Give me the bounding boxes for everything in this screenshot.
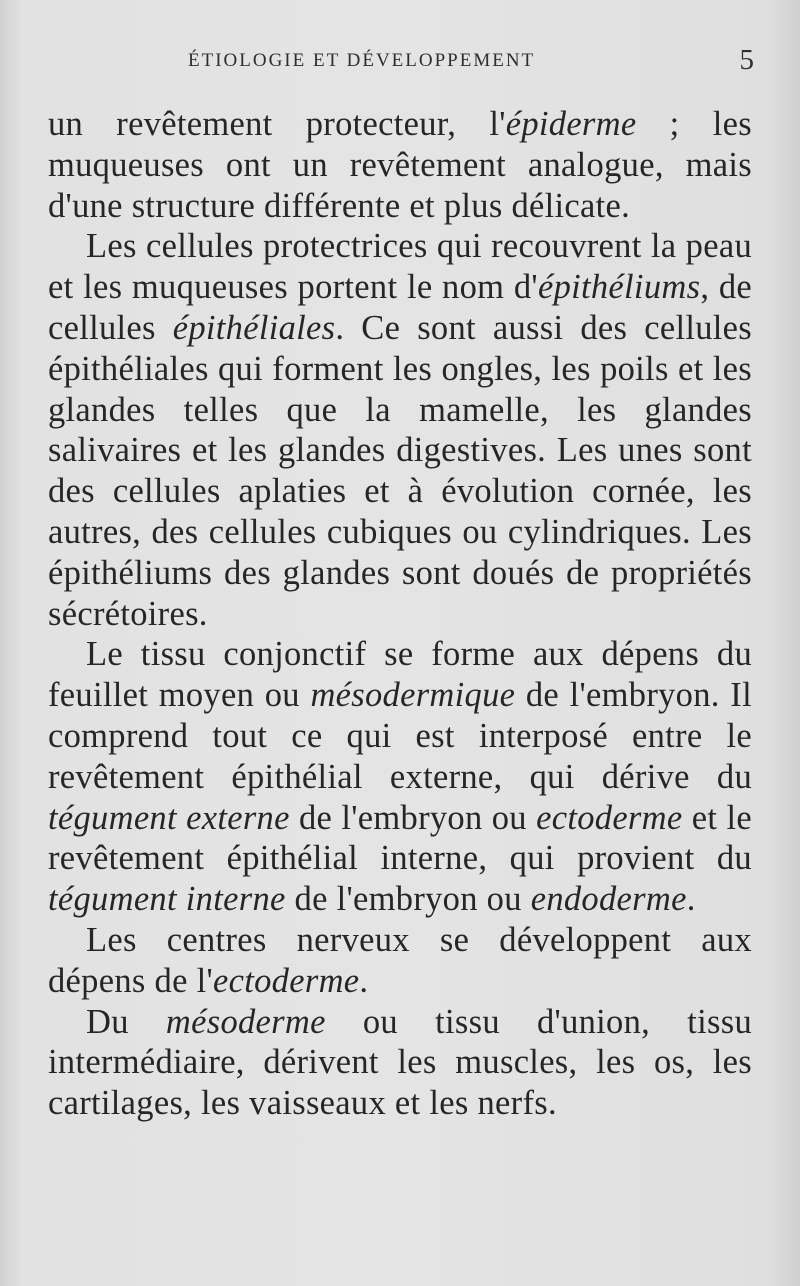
paragraph: [48, 634, 752, 920]
text-run: .: [359, 961, 369, 1000]
italic-term: mésodermique: [310, 676, 516, 715]
italic-term: tégument externe: [48, 798, 290, 837]
paragraph: [48, 1002, 752, 1124]
italic-term: mésoderme: [165, 1002, 326, 1041]
text-run: Le tissu conjonctif se forme aux dépens du feuillet moyen ou: [48, 635, 752, 715]
text-run: de l'embryon. Il comprend tout ce qui est interposé entre le revêtement épithélial externe, qui dérive du: [48, 676, 752, 796]
italic-term: épithéliums: [537, 268, 701, 307]
text-run: , de cellules: [48, 268, 752, 347]
text-run: de l'embryon ou: [285, 880, 531, 919]
paragraph: [48, 226, 752, 634]
text-run: .: [686, 880, 696, 919]
text-run: ou tissu d'union, tissu intermédiaire, dérivent les muscles, les os, les cartilages, les vaisseaux et les nerfs.: [48, 1002, 752, 1123]
body-text: [48, 104, 752, 1124]
text-run: ; les muqueuses ont un revêtement analogue, mais d'une structure différente et plus délicate.: [48, 105, 752, 225]
italic-term: ectoderme: [536, 798, 683, 837]
text-run: Du: [86, 1002, 166, 1041]
text-run: de l'embryon ou: [289, 798, 537, 837]
paragraph: [48, 104, 752, 226]
paragraph: [48, 920, 752, 1002]
text-run: Les cellules protectrices qui recouvrent la peau et les muqueuses portent le nom d': [48, 227, 752, 307]
running-title: ÉTIOLOGIE ET DÉVELOPPEMENT: [188, 50, 536, 71]
italic-term: épiderme: [505, 105, 637, 143]
italic-term: ectoderme: [213, 961, 360, 1000]
italic-term: tégument interne: [48, 880, 286, 919]
italic-term: endoderme: [530, 880, 687, 919]
text-run: Les centres nerveux se développent aux dépens de l': [48, 920, 752, 1000]
text-run: et le revêtement épithélial interne, qui provient du: [48, 798, 752, 878]
text-run: un revêtement protecteur, l': [48, 105, 506, 143]
running-head: [48, 44, 760, 80]
page-number: 5: [739, 44, 754, 76]
italic-term: épithéliales: [172, 308, 336, 347]
text-run: . Ce sont aussi des cellules épithéliales qui forment les ongles, les poils et les glandes telles que la mamelle, les glandes salivaires et les glandes digestives. Les unes sont des cellules aplaties et à évolution cornée, les autres, des cellules cubiques ou cylindriques. Les épithéliums des glandes sont doués de propriétés sécrétoires.: [48, 308, 752, 633]
